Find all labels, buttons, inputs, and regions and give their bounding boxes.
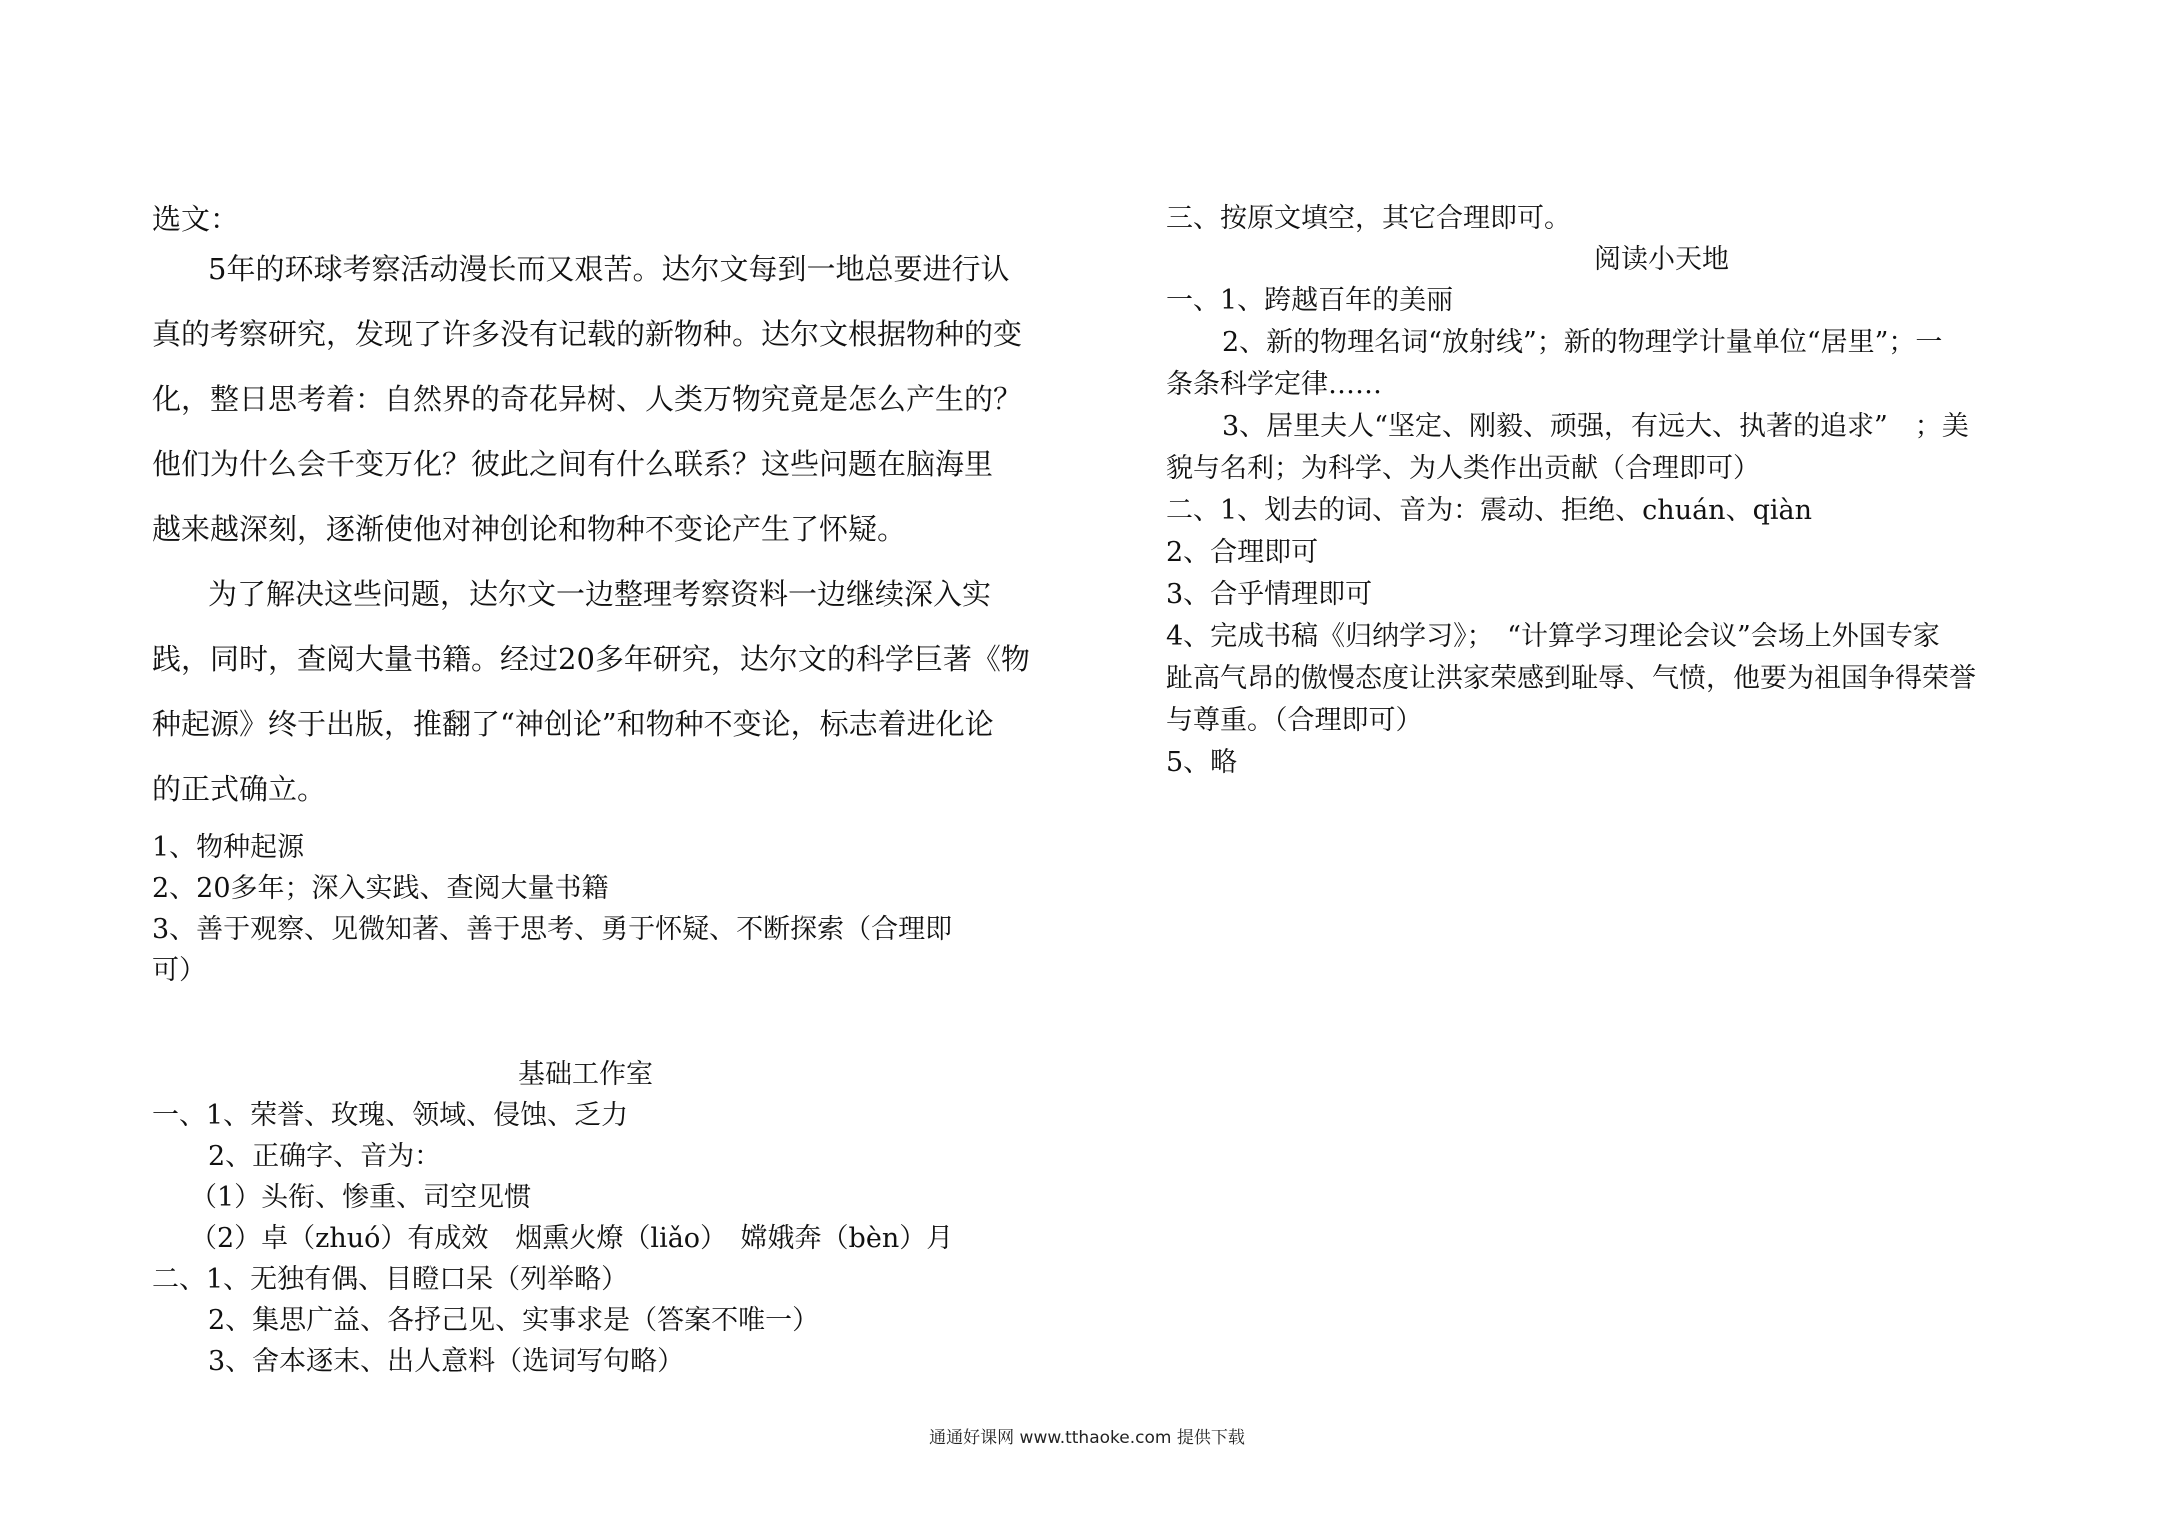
right-line: 一、1、跨越百年的美丽	[1166, 285, 1454, 316]
answer-line: 2、20多年；深入实践、查阅大量书籍	[152, 873, 609, 904]
section-line: 二、1、无独有偶、目瞪口呆（列举略）	[152, 1264, 629, 1295]
passage-line: 种起源》终于出版，推翻了“神创论”和物种不变论，标志着进化论	[152, 707, 994, 741]
passage-line: 的正式确立。	[152, 772, 327, 806]
right-line: 趾高气昂的傲慢态度让洪家荣感到耻辱、气愤，他要为祖国争得荣誉	[1166, 663, 1976, 694]
passage-line: 践，同时，查阅大量书籍。经过20多年研究，达尔文的科学巨著《物	[152, 642, 1030, 676]
right-line: 4、完成书稿《归纳学习》； “计算学习理论会议”会场上外国专家	[1166, 621, 1940, 652]
answer-line: 1、物种起源	[152, 832, 305, 863]
right-line: 2、新的物理名词“放射线”；新的物理学计量单位“居里”；一	[1222, 327, 1943, 358]
passage-line: 他们为什么会千变万化？彼此之间有什么联系？这些问题在脑海里	[152, 447, 994, 481]
section-title-reading: 阅读小天地	[1594, 244, 1729, 275]
passage-line: 为了解决这些问题，达尔文一边整理考察资料一边继续深入实	[208, 577, 992, 611]
page-footer: 通通好课网 www.tthaoke.com 提供下载	[929, 1428, 1245, 1448]
right-line: 5、略	[1166, 747, 1238, 778]
right-line: 2、合理即可	[1166, 537, 1319, 568]
section-line: （1）头衔、惨重、司空见惯	[190, 1182, 532, 1213]
right-line: 条条科学定律……	[1166, 369, 1382, 400]
section-line: 2、集思广益、各抒己见、实事求是（答案不唯一）	[208, 1305, 820, 1336]
section-line: 2、正确字、音为：	[208, 1141, 442, 1172]
passage-line: 化，整日思考着：自然界的奇花异树、人类万物究竟是怎么产生的？	[152, 382, 1023, 416]
answer-line: 可）	[152, 955, 206, 986]
section-line: 3、舍本逐末、出人意料（选词写句略）	[208, 1346, 685, 1377]
right-intro: 三、按原文填空，其它合理即可。	[1166, 203, 1571, 234]
right-line: 二、1、划去的词、音为：震动、拒绝、chuán、qiàn	[1166, 495, 1812, 526]
right-line: 3、合乎情理即可	[1166, 579, 1373, 610]
section-line: （2）卓（zhuó）有成效 烟熏火燎（liǎo） 嫦娥奔（bèn）月	[190, 1223, 954, 1254]
section-title-basics: 基础工作室	[518, 1059, 653, 1090]
passage-line: 越来越深刻，逐渐使他对神创论和物种不变论产生了怀疑。	[152, 512, 907, 546]
right-line: 与尊重。（合理即可）	[1166, 705, 1423, 736]
passage-line: 真的考察研究，发现了许多没有记载的新物种。达尔文根据物种的变	[152, 317, 1023, 351]
answer-line: 3、善于观察、见微知著、善于思考、勇于怀疑、不断探索（合理即	[152, 914, 953, 945]
section-line: 一、1、荣誉、玫瑰、领域、侵蚀、乏力	[152, 1100, 629, 1131]
passage-line: 5年的环球考察活动漫长而又艰苦。达尔文每到一地总要进行认	[208, 252, 1010, 286]
right-line: 3、居里夫人“坚定、刚毅、顽强，有远大、执著的追求” ；美	[1222, 411, 1969, 442]
right-line: 貌与名利；为科学、为人类作出贡献（合理即可）	[1166, 453, 1760, 484]
passage-label: 选文：	[152, 202, 240, 236]
